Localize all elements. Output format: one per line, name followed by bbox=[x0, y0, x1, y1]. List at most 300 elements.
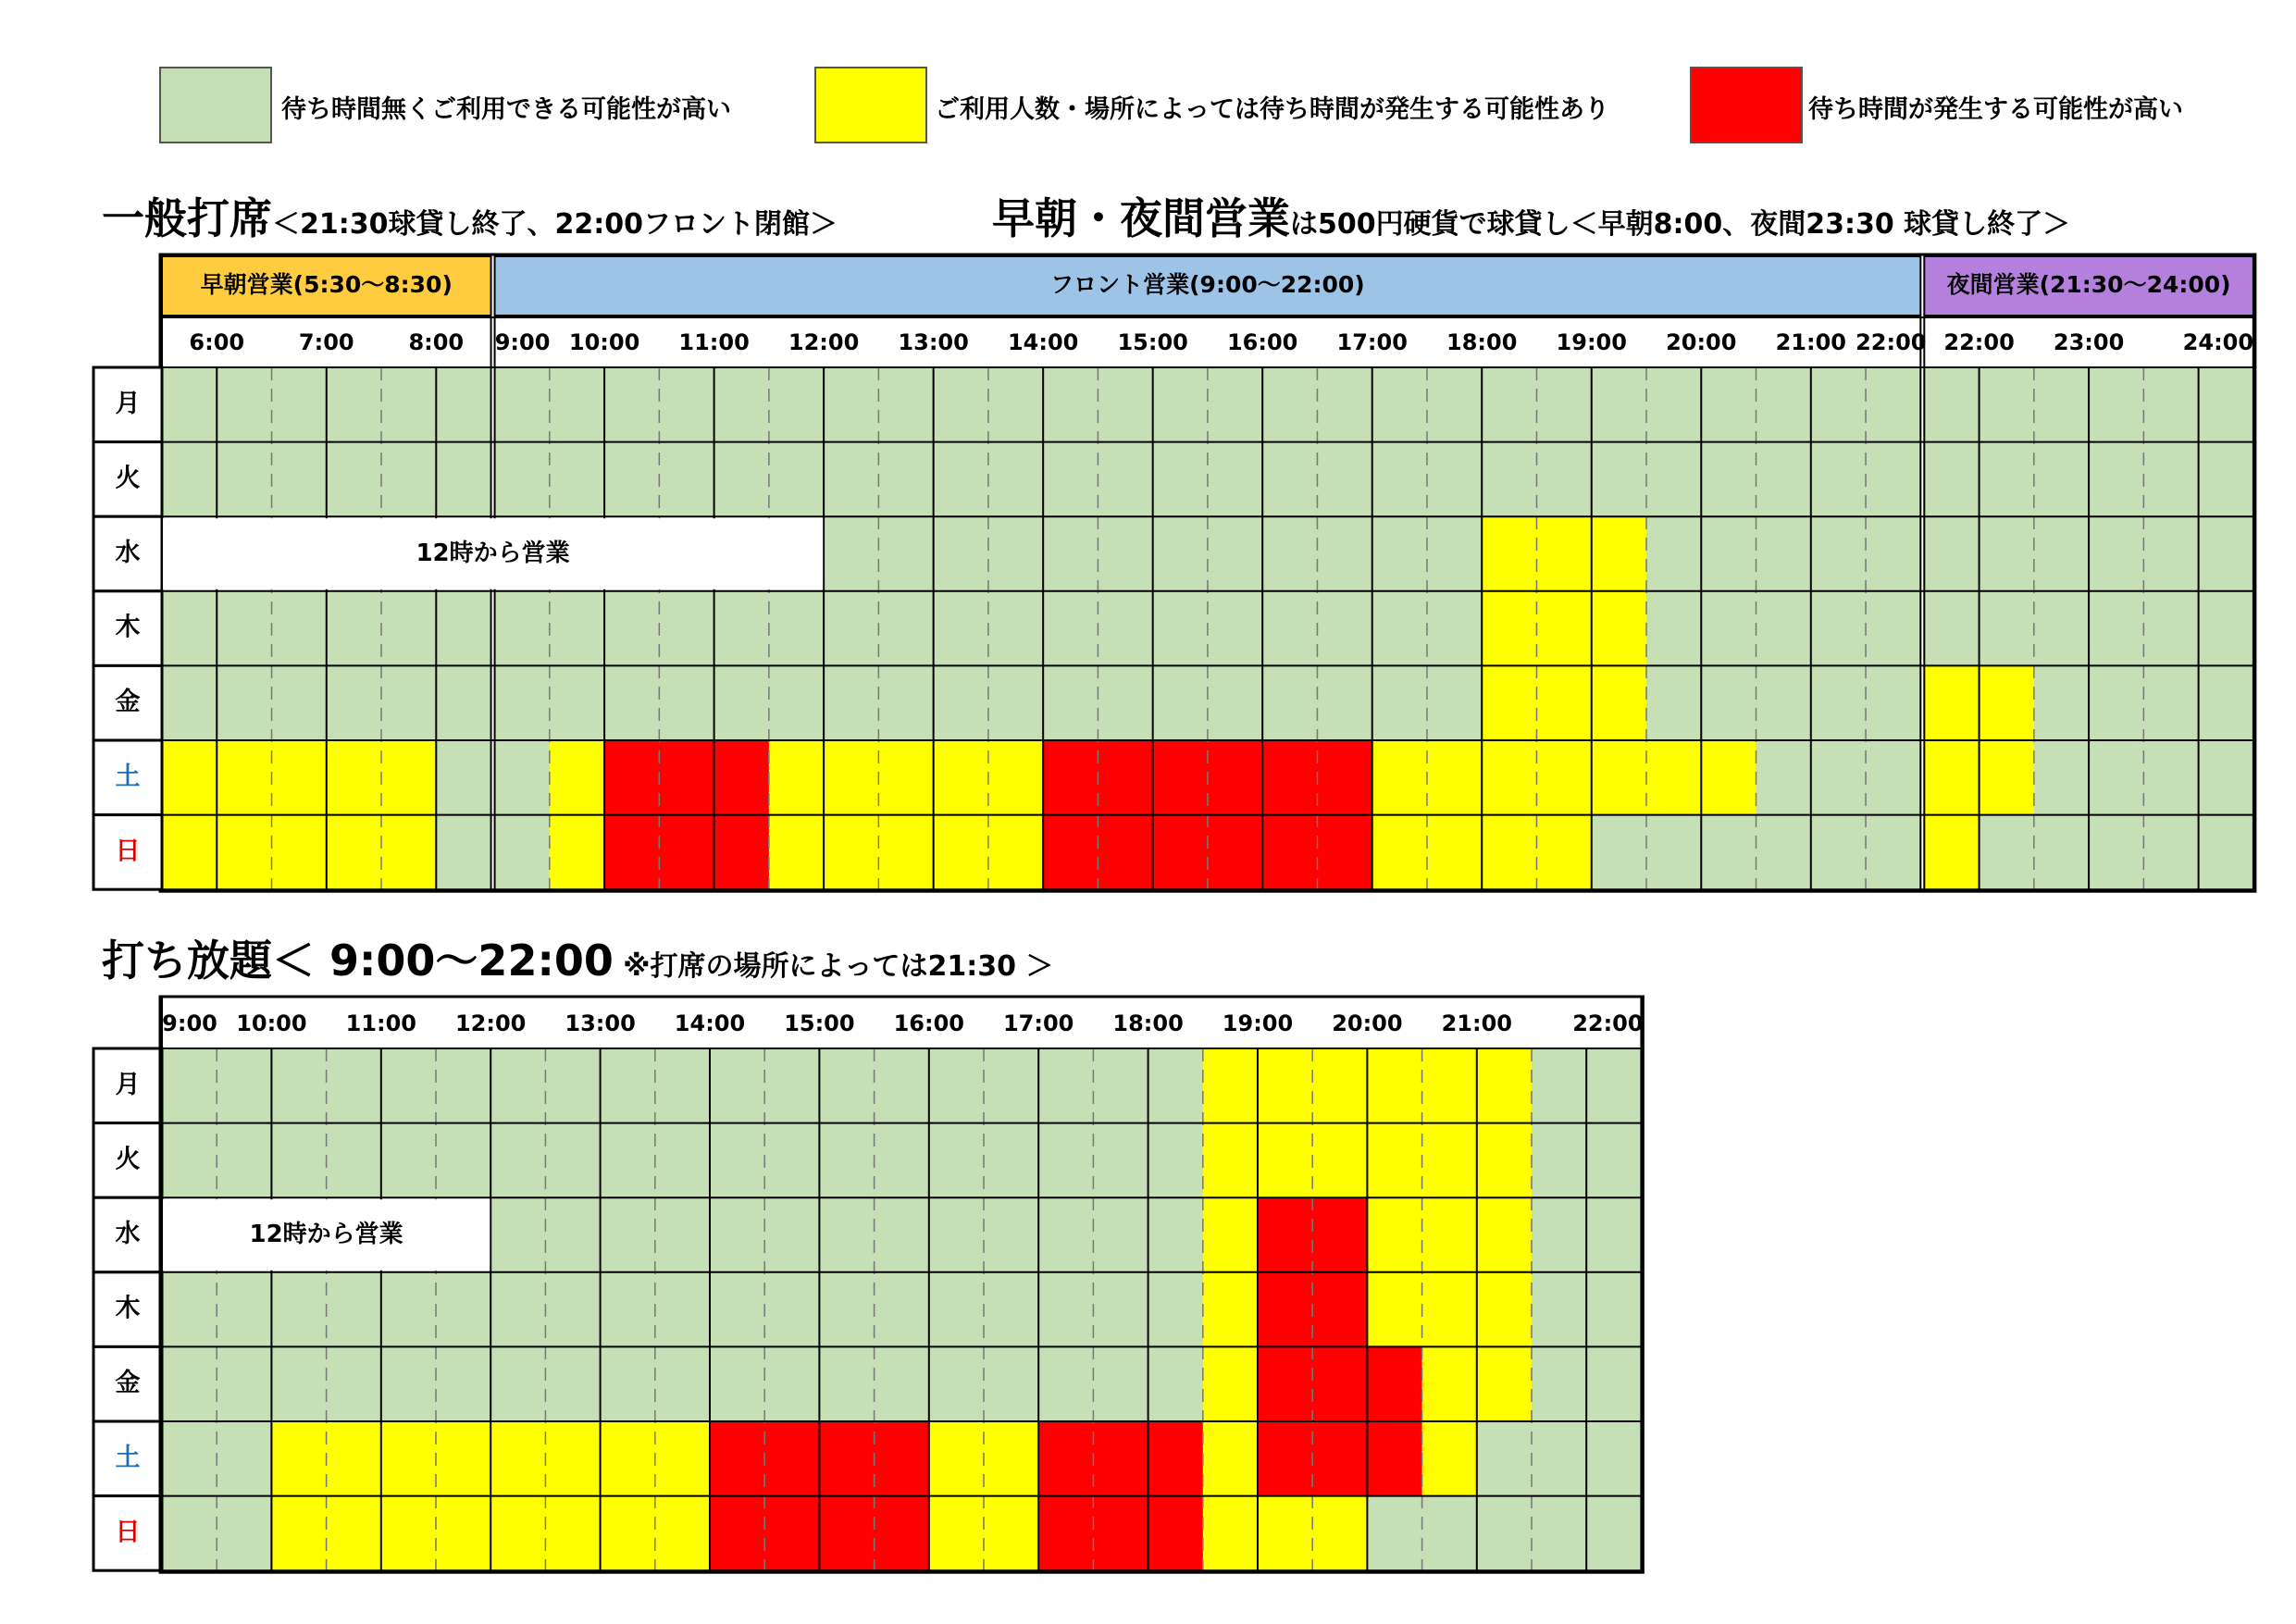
table1-cell-G bbox=[381, 442, 437, 517]
table1-cell-G bbox=[2034, 665, 2090, 740]
table1-cell-Y bbox=[272, 815, 328, 890]
table1-cell-Y bbox=[934, 815, 989, 890]
table1-cell-G bbox=[988, 591, 1044, 666]
table1-cell-R bbox=[1208, 740, 1263, 815]
table2-cell-Y bbox=[655, 1421, 711, 1496]
table1-cell-G bbox=[2143, 442, 2199, 517]
table1-cell-R bbox=[1262, 740, 1318, 815]
table1-cell-G bbox=[824, 367, 879, 442]
table2-cell-G bbox=[436, 1272, 491, 1347]
table1-cell-G bbox=[1756, 442, 1812, 517]
table2-time-label: 14:00 bbox=[674, 1010, 746, 1036]
table2-cell-G bbox=[764, 1197, 820, 1272]
table1-cell-R bbox=[1317, 740, 1372, 815]
table1-cell-G bbox=[1756, 591, 1812, 666]
table2-cell-G bbox=[1367, 1496, 1422, 1571]
table2-cell-G bbox=[162, 1421, 217, 1496]
table2-time-label: 10:00 bbox=[236, 1010, 307, 1036]
table1-cell-Y bbox=[1980, 665, 2035, 740]
table2-cell-R bbox=[1312, 1421, 1368, 1496]
table1-cell-Y bbox=[162, 740, 217, 815]
table1-cell-G bbox=[1866, 815, 1921, 890]
table2-cell-G bbox=[1586, 1197, 1642, 1272]
table2-cell-G bbox=[162, 1123, 217, 1198]
table1-cell-R bbox=[604, 740, 660, 815]
table2-cell-G bbox=[655, 1197, 711, 1272]
table1-cell-Y bbox=[162, 815, 217, 890]
table1-cell-G bbox=[272, 591, 328, 666]
table2-cell-G bbox=[1586, 1346, 1642, 1421]
table1-cell-G bbox=[1153, 591, 1209, 666]
table1-cell-Y bbox=[769, 815, 825, 890]
table1-cell-G bbox=[1756, 740, 1812, 815]
table1-cell-G bbox=[272, 367, 328, 442]
table2-cell-G bbox=[1532, 1123, 1587, 1198]
table1-cell-Y bbox=[878, 815, 934, 890]
table2-cell-R bbox=[1312, 1346, 1368, 1421]
table1-cell-G bbox=[1646, 516, 1702, 591]
table2-cell-G bbox=[1532, 1496, 1587, 1571]
table1-cell-G bbox=[1980, 815, 2035, 890]
table2-day-label: 金 bbox=[115, 1369, 141, 1398]
table1-cell-Y bbox=[878, 740, 934, 815]
table2-cell-Y bbox=[1422, 1123, 1478, 1198]
table1-time-label: 20:00 bbox=[1666, 329, 1737, 355]
table1-cell-G bbox=[1866, 591, 1921, 666]
table1-cell-G bbox=[1482, 442, 1537, 517]
table1-day-label: 月 bbox=[115, 389, 141, 418]
table2-cell-Y bbox=[545, 1421, 601, 1496]
table1-cell-G bbox=[1208, 665, 1263, 740]
table2-cell-Y bbox=[1258, 1048, 1313, 1123]
table1-cell-G bbox=[1317, 665, 1372, 740]
table1-cell-G bbox=[1811, 815, 1867, 890]
table1-cell-G bbox=[1701, 516, 1756, 591]
table2-cell-G bbox=[655, 1048, 711, 1123]
table1-cell-R bbox=[1043, 740, 1098, 815]
table1-cell-G bbox=[2199, 815, 2254, 890]
table1-day-label: 水 bbox=[115, 539, 141, 567]
table1-cell-Y bbox=[1592, 516, 1647, 591]
table2-cell-G bbox=[1477, 1496, 1533, 1571]
table1-cell-G bbox=[988, 442, 1044, 517]
table1-cell-R bbox=[714, 815, 770, 890]
table2-cell-G bbox=[490, 1346, 546, 1421]
table1-cell-G bbox=[934, 665, 989, 740]
table1-cell-G bbox=[1646, 815, 1702, 890]
table2-cell-G bbox=[1093, 1123, 1148, 1198]
table1-cell-R bbox=[1098, 815, 1153, 890]
table2-cell-G bbox=[710, 1346, 765, 1421]
table1-cell-G bbox=[1980, 591, 2035, 666]
table1-cell-G bbox=[436, 815, 491, 890]
table1-cell-G bbox=[1646, 367, 1702, 442]
title-early-night-main: 早朝・夜間営業 bbox=[992, 193, 1290, 243]
table2-cell-Y bbox=[381, 1496, 437, 1571]
table1-cell-G bbox=[1043, 665, 1098, 740]
table2-cell-Y bbox=[929, 1496, 985, 1571]
table1-cell-Y bbox=[1980, 740, 2035, 815]
table1-cell-G bbox=[1098, 367, 1153, 442]
table1-cell-G bbox=[769, 367, 825, 442]
table2-cell-G bbox=[984, 1272, 1039, 1347]
table2-closed-note: 12時から営業 bbox=[249, 1221, 403, 1248]
table1-cell-G bbox=[1646, 442, 1702, 517]
table2-day-label: 水 bbox=[115, 1220, 141, 1248]
table1-cell-G bbox=[1372, 665, 1428, 740]
table2-time-label: 13:00 bbox=[565, 1010, 636, 1036]
table1-cell-G bbox=[824, 665, 879, 740]
table1-time-label: 7:00 bbox=[298, 329, 354, 355]
table2-cell-G bbox=[929, 1346, 985, 1421]
table1-cell-G bbox=[1980, 442, 2035, 517]
table1-cell-G bbox=[2143, 367, 2199, 442]
table1-cell-Y bbox=[934, 740, 989, 815]
table2-cell-G bbox=[1586, 1048, 1642, 1123]
table2-cell-Y bbox=[436, 1496, 491, 1571]
table1-day-label: 土 bbox=[115, 762, 141, 791]
table1-cell-G bbox=[1646, 665, 1702, 740]
table2-day-label: 火 bbox=[115, 1145, 141, 1174]
table1-cell-G bbox=[162, 367, 217, 442]
table2-cell-G bbox=[929, 1048, 985, 1123]
table1-cell-Y bbox=[217, 740, 272, 815]
table1-cell-G bbox=[2143, 740, 2199, 815]
table2-cell-G bbox=[710, 1123, 765, 1198]
table2-cell-G bbox=[1532, 1197, 1587, 1272]
table1-cell-G bbox=[495, 442, 551, 517]
table2-cell-Y bbox=[1367, 1197, 1422, 1272]
table2-cell-G bbox=[819, 1048, 875, 1123]
table2-cell-G bbox=[490, 1272, 546, 1347]
table2-cell-G bbox=[710, 1048, 765, 1123]
table1-day-label: 木 bbox=[115, 613, 141, 642]
table2-cell-G bbox=[1422, 1496, 1478, 1571]
table1-cell-G bbox=[1866, 665, 1921, 740]
table2-cell-Y bbox=[327, 1421, 382, 1496]
table1-cell-G bbox=[381, 665, 437, 740]
table1-cell-G bbox=[714, 665, 770, 740]
table1-cell-G bbox=[604, 591, 660, 666]
table2-cell-Y bbox=[436, 1421, 491, 1496]
table1-cell-Y bbox=[988, 815, 1044, 890]
table1-cell-Y bbox=[1537, 665, 1593, 740]
table2-cell-G bbox=[1093, 1272, 1148, 1347]
table2-cell-Y bbox=[1477, 1346, 1533, 1421]
table2-cell-G bbox=[1586, 1421, 1642, 1496]
table2-cell-Y bbox=[1477, 1123, 1533, 1198]
table2-cell-Y bbox=[1477, 1197, 1533, 1272]
table2-cell-Y bbox=[1203, 1123, 1259, 1198]
table1-cell-G bbox=[1537, 367, 1593, 442]
table1-cell-G bbox=[2089, 516, 2144, 591]
table2-cell-G bbox=[436, 1346, 491, 1421]
table1-cell-G bbox=[1153, 442, 1209, 517]
table1-day-label: 金 bbox=[115, 688, 141, 717]
table2-cell-R bbox=[1148, 1496, 1204, 1571]
table2-cell-G bbox=[162, 1272, 217, 1347]
table1-cell-Y bbox=[1482, 815, 1537, 890]
table2-cell-G bbox=[217, 1123, 272, 1198]
table2-cell-R bbox=[875, 1496, 930, 1571]
table1-cell-G bbox=[217, 665, 272, 740]
table1-cell-G bbox=[162, 442, 217, 517]
table2-cell-R bbox=[819, 1421, 875, 1496]
table1-cell-R bbox=[714, 740, 770, 815]
table1-cell-R bbox=[659, 815, 714, 890]
table1-cell-G bbox=[2199, 367, 2254, 442]
table2-cell-G bbox=[490, 1197, 546, 1272]
table1-cell-G bbox=[659, 591, 714, 666]
table1-cell-G bbox=[327, 665, 382, 740]
table2-cell-Y bbox=[1258, 1496, 1313, 1571]
table1-cell-Y bbox=[1924, 740, 1980, 815]
table2-day-label: 日 bbox=[115, 1518, 141, 1547]
table1-cell-Y bbox=[1427, 740, 1483, 815]
table2-cell-G bbox=[819, 1197, 875, 1272]
table2-cell-G bbox=[217, 1496, 272, 1571]
table1-day-label: 火 bbox=[115, 464, 141, 493]
table1-cell-G bbox=[769, 442, 825, 517]
table1-cell-G bbox=[1924, 591, 1980, 666]
table1-cell-G bbox=[714, 442, 770, 517]
table1-cell-G bbox=[217, 367, 272, 442]
legend-label-yellow: ご利用人数・場所によっては待ち時間が発生する可能性あり bbox=[935, 95, 1609, 124]
table1-cell-G bbox=[381, 591, 437, 666]
table1-cell-G bbox=[1043, 516, 1098, 591]
table1-cell-G bbox=[495, 665, 551, 740]
table2-cell-R bbox=[710, 1496, 765, 1571]
table1-cell-G bbox=[1427, 516, 1483, 591]
table2-cell-R bbox=[819, 1496, 875, 1571]
table1-cell-G bbox=[1866, 740, 1921, 815]
table2-cell-Y bbox=[1422, 1048, 1478, 1123]
table2-cell-Y bbox=[984, 1496, 1039, 1571]
table2-time-label: 16:00 bbox=[893, 1010, 965, 1036]
table1-time-label: 12:00 bbox=[788, 329, 860, 355]
table1-cell-G bbox=[1811, 665, 1867, 740]
table1-cell-Y bbox=[217, 815, 272, 890]
table1-time-label: 6:00 bbox=[189, 329, 245, 355]
table1-cell-Y bbox=[550, 815, 605, 890]
table2-cell-G bbox=[1093, 1197, 1148, 1272]
table2-cell-Y bbox=[1422, 1421, 1478, 1496]
table2-cell-G bbox=[1586, 1496, 1642, 1571]
table1-cell-G bbox=[1646, 591, 1702, 666]
table1-cell-G bbox=[934, 442, 989, 517]
table1-cell-G bbox=[769, 591, 825, 666]
table1-cell-G bbox=[1811, 591, 1867, 666]
table1-cell-G bbox=[1701, 665, 1756, 740]
table1-cell-G bbox=[550, 665, 605, 740]
table2-cell-R bbox=[1367, 1421, 1422, 1496]
table1-closed-note: 12時から営業 bbox=[416, 539, 570, 567]
table1-cell-R bbox=[1098, 740, 1153, 815]
table1-cell-G bbox=[1262, 665, 1318, 740]
table1-time-label: 14:00 bbox=[1007, 329, 1079, 355]
table2-cell-Y bbox=[601, 1421, 656, 1496]
table2-cell-Y bbox=[271, 1421, 327, 1496]
table1-cell-G bbox=[934, 516, 989, 591]
table2-cell-Y bbox=[1477, 1272, 1533, 1347]
table2-cell-G bbox=[764, 1123, 820, 1198]
table1-cell-G bbox=[1098, 516, 1153, 591]
table2-cell-G bbox=[217, 1421, 272, 1496]
table1-time-label: 17:00 bbox=[1336, 329, 1408, 355]
table1-cell-G bbox=[1701, 367, 1756, 442]
table2-cell-G bbox=[327, 1272, 382, 1347]
table2-cell-G bbox=[490, 1123, 546, 1198]
table2-cell-Y bbox=[1477, 1048, 1533, 1123]
table1-cell-G bbox=[1924, 516, 1980, 591]
table1-cell-G bbox=[1098, 591, 1153, 666]
table2-cell-G bbox=[1093, 1048, 1148, 1123]
table1-cell-G bbox=[2089, 740, 2144, 815]
table2-cell-Y bbox=[1422, 1272, 1478, 1347]
table1-cell-G bbox=[824, 442, 879, 517]
table1-cell-G bbox=[1701, 591, 1756, 666]
title-general-main: 一般打席 bbox=[102, 193, 272, 243]
table2-cell-Y bbox=[1203, 1421, 1259, 1496]
table1-cell-Y bbox=[1592, 591, 1647, 666]
table1-cell-G bbox=[1866, 516, 1921, 591]
table1-cell-G bbox=[162, 591, 217, 666]
table1-cell-G bbox=[934, 591, 989, 666]
table1-cell-G bbox=[327, 442, 382, 517]
table2-cell-Y bbox=[1203, 1272, 1259, 1347]
table1-cell-G bbox=[2143, 591, 2199, 666]
table2-cell-Y bbox=[381, 1421, 437, 1496]
table1-cell-Y bbox=[1537, 815, 1593, 890]
legend-label-green: 待ち時間無くご利用できる可能性が高い bbox=[281, 95, 731, 124]
table1-cell-G bbox=[878, 442, 934, 517]
table2-cell-G bbox=[710, 1272, 765, 1347]
table2-cell-R bbox=[1038, 1496, 1094, 1571]
table1-cell-G bbox=[1427, 367, 1483, 442]
table2-cell-Y bbox=[1312, 1048, 1368, 1123]
table1-cell-G bbox=[604, 442, 660, 517]
table1-cell-R bbox=[1262, 815, 1318, 890]
table2-cell-G bbox=[1586, 1123, 1642, 1198]
table1-cell-G bbox=[436, 367, 491, 442]
table1-cell-G bbox=[2034, 442, 2090, 517]
title-unlimited-main: 打ち放題＜ 9:00～22:00 bbox=[102, 936, 614, 986]
table1-cell-Y bbox=[1482, 516, 1537, 591]
table1-cell-G bbox=[1756, 815, 1812, 890]
table1-cell-G bbox=[1372, 367, 1428, 442]
table1-cell-G bbox=[2199, 740, 2254, 815]
table2-cell-G bbox=[545, 1048, 601, 1123]
table1-cell-G bbox=[1043, 591, 1098, 666]
table1-cell-G bbox=[1866, 367, 1921, 442]
table1-cell-G bbox=[1537, 442, 1593, 517]
table1-time-label: 18:00 bbox=[1446, 329, 1518, 355]
table2-day-label: 月 bbox=[115, 1070, 141, 1099]
table1-cell-Y bbox=[1482, 665, 1537, 740]
table2-time-label: 19:00 bbox=[1222, 1010, 1294, 1036]
table2-cell-R bbox=[1093, 1421, 1148, 1496]
table1-day-label: 日 bbox=[115, 837, 141, 866]
table1-cell-R bbox=[604, 815, 660, 890]
table2-cell-G bbox=[601, 1346, 656, 1421]
table2-cell-G bbox=[436, 1123, 491, 1198]
table2-cell-Y bbox=[1312, 1123, 1368, 1198]
table2-cell-G bbox=[875, 1346, 930, 1421]
table1-cell-G bbox=[1208, 367, 1263, 442]
table2-cell-R bbox=[1148, 1421, 1204, 1496]
table2-cell-Y bbox=[327, 1496, 382, 1571]
table1-cell-Y bbox=[1537, 740, 1593, 815]
table1-cell-Y bbox=[327, 815, 382, 890]
table2-cell-G bbox=[381, 1272, 437, 1347]
table1-cell-Y bbox=[1592, 740, 1647, 815]
table1-cell-G bbox=[1098, 665, 1153, 740]
table2-cell-G bbox=[875, 1123, 930, 1198]
table1-cell-G bbox=[2143, 516, 2199, 591]
table2-cell-Y bbox=[1422, 1197, 1478, 1272]
table1-cell-G bbox=[824, 591, 879, 666]
table2-time-label: 20:00 bbox=[1332, 1010, 1403, 1036]
table2-cell-G bbox=[1148, 1123, 1204, 1198]
table1-cell-Y bbox=[1701, 740, 1756, 815]
table1-cell-G bbox=[1262, 442, 1318, 517]
table2-cell-G bbox=[436, 1048, 491, 1123]
table2-cell-G bbox=[1148, 1346, 1204, 1421]
table2-cell-Y bbox=[1203, 1346, 1259, 1421]
table2-cell-G bbox=[764, 1346, 820, 1421]
table2-cell-G bbox=[327, 1123, 382, 1198]
table1-cell-G bbox=[1262, 516, 1318, 591]
table2-cell-G bbox=[655, 1272, 711, 1347]
table1-cell-G bbox=[2089, 815, 2144, 890]
table2-cell-Y bbox=[1203, 1496, 1259, 1571]
table2-day-label: 木 bbox=[115, 1294, 141, 1323]
table1-time-label: 11:00 bbox=[678, 329, 750, 355]
table1-cell-G bbox=[217, 591, 272, 666]
table2-cell-G bbox=[819, 1272, 875, 1347]
table2-cell-G bbox=[1532, 1346, 1587, 1421]
table1-cell-G bbox=[1427, 442, 1483, 517]
table2-cell-G bbox=[929, 1197, 985, 1272]
table2-cell-G bbox=[1586, 1272, 1642, 1347]
table1-cell-G bbox=[1924, 367, 1980, 442]
table1-cell-G bbox=[2089, 665, 2144, 740]
table2-cell-G bbox=[655, 1346, 711, 1421]
table2-cell-G bbox=[984, 1197, 1039, 1272]
table1-cell-G bbox=[2199, 591, 2254, 666]
table1-cell-G bbox=[2143, 815, 2199, 890]
table1-cell-G bbox=[1208, 516, 1263, 591]
table1-time-label: 23:00 bbox=[2053, 329, 2125, 355]
table1-time-label: 15:00 bbox=[1117, 329, 1188, 355]
table1-cell-G bbox=[2034, 367, 2090, 442]
table1-cell-G bbox=[550, 442, 605, 517]
table2-time-label: 22:00 bbox=[1572, 1010, 1644, 1036]
table1-cell-G bbox=[659, 367, 714, 442]
table1-cell-G bbox=[988, 665, 1044, 740]
table1-cell-G bbox=[2143, 665, 2199, 740]
table1-time-label: 9:00 bbox=[494, 329, 551, 355]
table2-cell-R bbox=[1258, 1197, 1313, 1272]
table1-cell-G bbox=[1317, 367, 1372, 442]
table1-cell-R bbox=[1043, 815, 1098, 890]
table1-section-label: 早朝営業(5:30～8:30) bbox=[200, 271, 453, 298]
table1-cell-G bbox=[1262, 591, 1318, 666]
table2-cell-G bbox=[1477, 1421, 1533, 1496]
table1-cell-G bbox=[769, 665, 825, 740]
table1-cell-G bbox=[1372, 516, 1428, 591]
table2-cell-Y bbox=[601, 1496, 656, 1571]
